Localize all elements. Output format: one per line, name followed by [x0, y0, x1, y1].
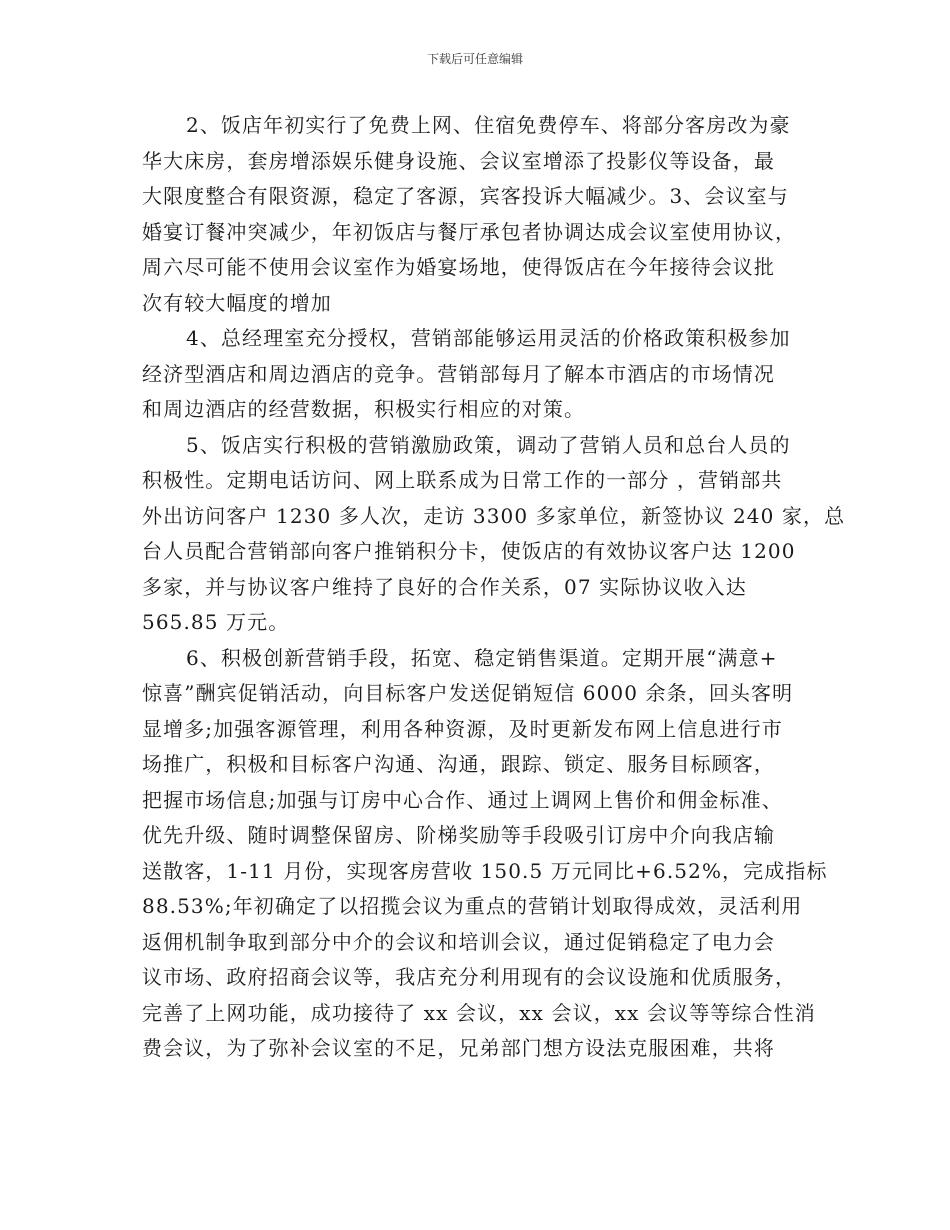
- text-line: 多家，并与协议客户维持了良好的合作关系，07 实际协议收入达: [142, 574, 747, 599]
- text-line: 惊喜”酬宾促销活动，向目标客户发送促销短信 6000 余条，回头客明: [142, 681, 794, 705]
- text-line: 婚宴订餐冲突减少，年初饭店与餐厅承包者协调达成会议室使用协议，: [142, 219, 797, 244]
- text-line: 565.85 万元。: [142, 610, 290, 634]
- text-line: 显增多;加强客源管理，利用各种资源，及时更新发布网上信息进行市: [142, 716, 783, 741]
- text-line: 议市场、政府招商会议等，我店充分利用现有的会议设施和优质服务，: [142, 965, 797, 989]
- text-line: 经济型酒店和周边酒店的竞争。营销部每月了解本市酒店的市场情况: [142, 361, 775, 386]
- text-line: 优先升级、随时调整保留房、阶梯奖励等手段吸引订房中介向我店输: [142, 823, 775, 847]
- text-line: 次有较大幅度的增加: [142, 290, 332, 315]
- text-line: 和周边酒店的经营数据，积极实行相应的对策。: [142, 397, 586, 421]
- text-line: 外出访问客户 1230 多人次，走访 3300 多家单位，新签协议 240 家，总: [142, 503, 846, 528]
- text-line: 费会议，为了弥补会议室的不足，兄弟部门想方设法克服困难，共将: [142, 1036, 775, 1060]
- text-line: 积极性。定期电话访问、网上联系成为日常工作的一部分 ，营销部共: [142, 468, 783, 492]
- text-line: 台人员配合营销部向客户推销积分卡，使饭店的有效协议客户达 1200: [142, 539, 796, 563]
- text-line: 返佣机制争取到部分中介的会议和培训会议，通过促销稳定了电力会: [142, 929, 775, 954]
- text-line: 88.53%;年初确定了以招揽会议为重点的营销计划取得成效，灵活利用: [142, 894, 803, 918]
- page-header: 下载后可任意编辑: [426, 52, 523, 66]
- text-line: 场推广，积极和目标客户沟通、沟通，跟踪、锁定、服务目标顾客，: [142, 752, 775, 776]
- text-line: 华大床房，套房增添娱乐健身设施、会议室增添了投影仪等设备，最: [142, 148, 775, 173]
- text-line: 完善了上网功能，成功接待了 xx 会议，xx 会议，xx 会议等等综合性消: [142, 1000, 816, 1025]
- paragraph-5: [142, 428, 846, 641]
- text-line: 把握市场信息;加强与订房中心合作、通过上调网上售价和佣金标准、: [142, 787, 783, 812]
- paragraph-2: [142, 108, 810, 321]
- text-line: 送散客，1-11 月份，实现客房营收 150.5 万元同比+6.52%，完成指标: [142, 858, 828, 883]
- text-line: 5、饭店实行积极的营销激励政策，调动了营销人员和总台人员的: [186, 432, 791, 457]
- text-line: 6、积极创新营销手段，拓宽、稳定销售渠道。定期开展“满意+: [186, 645, 778, 670]
- text-line: 周六尽可能不使用会议室作为婚宴场地，使得饭店在今年接待会议批: [142, 255, 775, 279]
- text-line: 4、总经理室充分授权，营销部能够运用灵活的价格政策积极参加: [186, 326, 791, 350]
- document-body: [142, 108, 846, 1067]
- paragraph-4: [142, 321, 810, 428]
- paragraph-6: [142, 641, 828, 1067]
- text-line: 大限度整合有限资源，稳定了客源，宾客投诉大幅减少。3、会议室与: [142, 184, 789, 208]
- text-line: 2、饭店年初实行了免费上网、住宿免费停车、将部分客房改为豪: [186, 113, 791, 137]
